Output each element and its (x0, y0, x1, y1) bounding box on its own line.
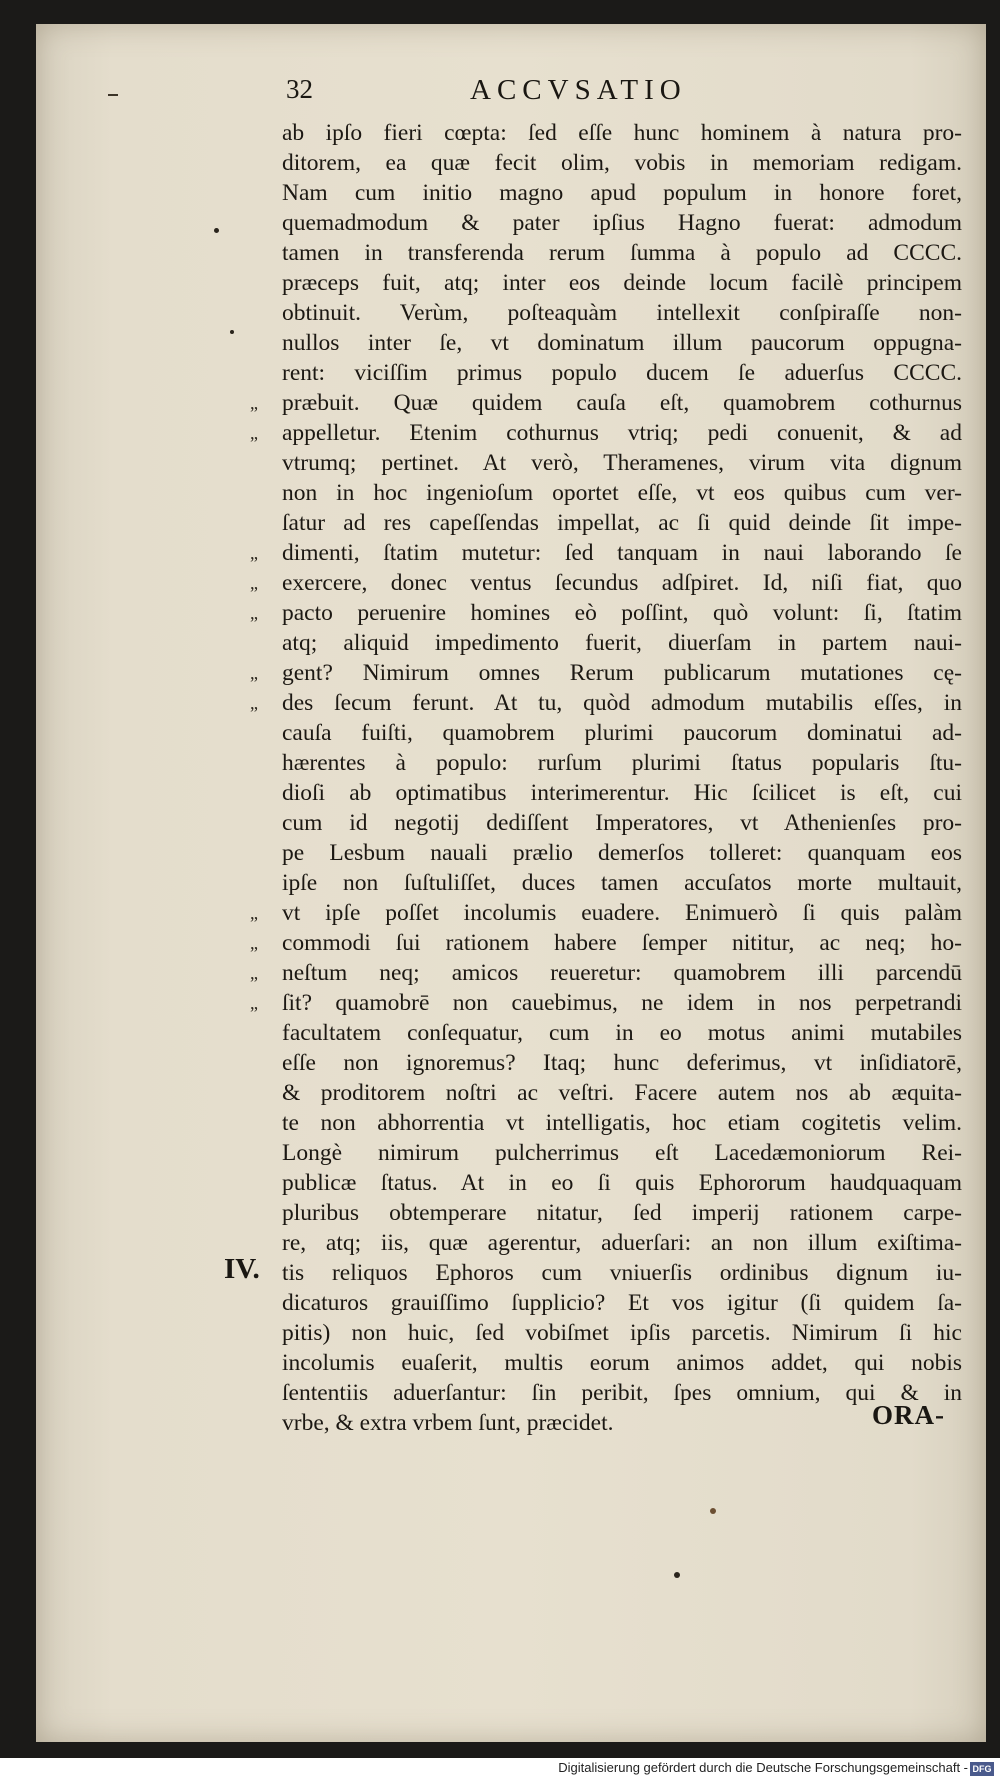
text-line: tis reliquos Ephoros cum vniuerſis ordinibus dignum iu- (282, 1260, 962, 1286)
text-line: ſit? quamobrē non cauebimus, ne idem in nos perpetrandi (282, 990, 962, 1016)
margin-quote-mark: „ (250, 423, 260, 443)
text-line: re, atq; iis, quæ agerentur, aduerſari: an non illum exiſtima- (282, 1230, 962, 1256)
text-line: pitis) non huic, ſed vobiſmet ipſis parcetis. Nimirum ſi hic (282, 1320, 962, 1346)
margin-quote-mark: „ (250, 573, 260, 593)
text-line: præbuit. Quæ quidem cauſa eſt, quamobrem cothurnus (282, 390, 962, 416)
text-line: ſatur ad res capeſſendas impellat, ac ſi quid deinde ſit impe- (282, 510, 962, 536)
text-line: publicæ ſtatus. At in eo ſi quis Ephororum haudquaquam (282, 1170, 962, 1196)
text-line: Nam cum initio magno apud populum in honore foret, (282, 180, 962, 206)
text-line: & proditorem noſtri ac veſtri. Facere autem nos ab æquita- (282, 1080, 962, 1106)
text-line: ſententiis aduerſantur: ſin peribit, ſpes omnium, qui & in (282, 1380, 962, 1406)
body-text (282, 118, 962, 1438)
text-line: pe Lesbum nauali prælio demerſos tolleret: quanquam eos (282, 840, 962, 866)
text-line: facultatem conſequatur, cum in eo motus animi mutabiles (282, 1020, 962, 1046)
digitization-footer (0, 1758, 1000, 1782)
text-line: cum id negotij dediſſent Imperatores, vt Athenienſes pro- (282, 810, 962, 836)
ink-spot (674, 1572, 680, 1578)
dfg-logo: DFG (970, 1762, 994, 1776)
text-line: te non abhorrentia vt intelligatis, hoc etiam cogitetis velim. (282, 1110, 962, 1136)
text-line: tamen in transferenda rerum ſumma à populo ad CCCC. (282, 240, 962, 266)
ink-spot (230, 330, 234, 334)
text-line: appelletur. Etenim cothurnus vtriq; pedi conuenit, & ad (282, 420, 962, 446)
text-line: dimenti, ſtatim mutetur: ſed tanquam in naui laborando ſe (282, 540, 962, 566)
section-number: IV. (224, 1253, 260, 1285)
text-line: eſſe non ignoremus? Itaq; hunc deferimus, vt inſidiatorē, (282, 1050, 962, 1076)
margin-quote-mark: „ (250, 543, 260, 563)
margin-quote-mark: „ (250, 693, 260, 713)
text-line: Longè nimirum pulcherrimus eſt Lacedæmoniorum Rei- (282, 1140, 962, 1166)
margin-quote-mark: „ (250, 963, 260, 983)
text-line: exercere, donec ventus ſecundus adſpiret. Id, niſi fiat, quo (282, 570, 962, 596)
catchword: ORA- (872, 1400, 945, 1430)
text-line: obtinuit. Verùm, poſteaquàm intellexit conſpiraſſe non- (282, 300, 962, 326)
text-line: ab ipſo fieri cœpta: ſed eſſe hunc hominem à natura pro- (282, 120, 962, 146)
text-line: pluribus obtemperare nitatur, ſed imperij rationem carpe- (282, 1200, 962, 1226)
text-line: præceps fuit, atq; inter eos deinde locum facilè principem (282, 270, 962, 296)
text-line: des ſecum ferunt. At tu, quòd admodum mutabilis eſſes, in (282, 690, 962, 716)
text-line: cauſa fuiſti, quamobrem plurimi paucorum dominatui ad- (282, 720, 962, 746)
text-line: ditorem, ea quæ fecit olim, vobis in memoriam redigam. (282, 150, 962, 176)
text-line: gent? Nimirum omnes Rerum publicarum mutationes cę- (282, 660, 962, 686)
text-line: ipſe non ſuſtuliſſet, duces tamen accuſatos morte multauit, (282, 870, 962, 896)
text-line: pacto peruenire homines eò poſſint, quò volunt: ſi, ſtatim (282, 600, 962, 626)
margin-quote-mark: „ (250, 393, 260, 413)
text-line: commodi ſui rationem habere ſemper nititur, ac neq; ho- (282, 930, 962, 956)
margin-mark (108, 94, 118, 96)
text-line: nullos inter ſe, vt dominatum illum paucorum oppugna- (282, 330, 962, 356)
running-head: ACCVSATIO (470, 74, 687, 106)
text-line: atq; aliquid impedimento fuerit, diuerſam in partem naui- (282, 630, 962, 656)
text-line: neſtum neq; amicos reueretur: quamobrem illi parcendū (282, 960, 962, 986)
margin-quote-mark: „ (250, 603, 260, 623)
text-line: dicaturos grauiſſimo ſupplicio? Et vos igitur (ſi quidem ſa- (282, 1290, 962, 1316)
text-line: dioſi ab optimatibus interimerentur. Hic ſcilicet is eſt, cui (282, 780, 962, 806)
text-line: vt ipſe poſſet incolumis euadere. Enimuerò ſi quis palàm (282, 900, 962, 926)
funding-credit: Digitalisierung gefördert durch die Deutsche Forschungsgemeinschaft - (558, 1760, 968, 1775)
text-line: vrbe, & extra vrbem ſunt, præcidet. (282, 1410, 614, 1436)
page-number: 32 (286, 74, 313, 104)
text-line: quemadmodum & pater ipſius Hagno fuerat: admodum (282, 210, 962, 236)
margin-quote-mark: „ (250, 993, 260, 1013)
text-line: vtrumq; pertinet. At verò, Theramenes, virum vita dignum (282, 450, 962, 476)
page-header (0, 74, 1000, 114)
margin-quote-mark: „ (250, 933, 260, 953)
text-line: rent: viciſſim primus populo ducem ſe aduerſus CCCC. (282, 360, 962, 386)
text-line: non in hoc ingenioſum oportet eſſe, vt eos quibus cum ver- (282, 480, 962, 506)
ink-spot (214, 228, 219, 233)
margin-quote-mark: „ (250, 663, 260, 683)
ink-spot (710, 1508, 716, 1514)
text-line: incolumis euaſerit, multis eorum animos addet, qui nobis (282, 1350, 962, 1376)
margin-quote-mark: „ (250, 903, 260, 923)
text-line: hærentes à populo: rurſum plurimi ſtatus popularis ſtu- (282, 750, 962, 776)
